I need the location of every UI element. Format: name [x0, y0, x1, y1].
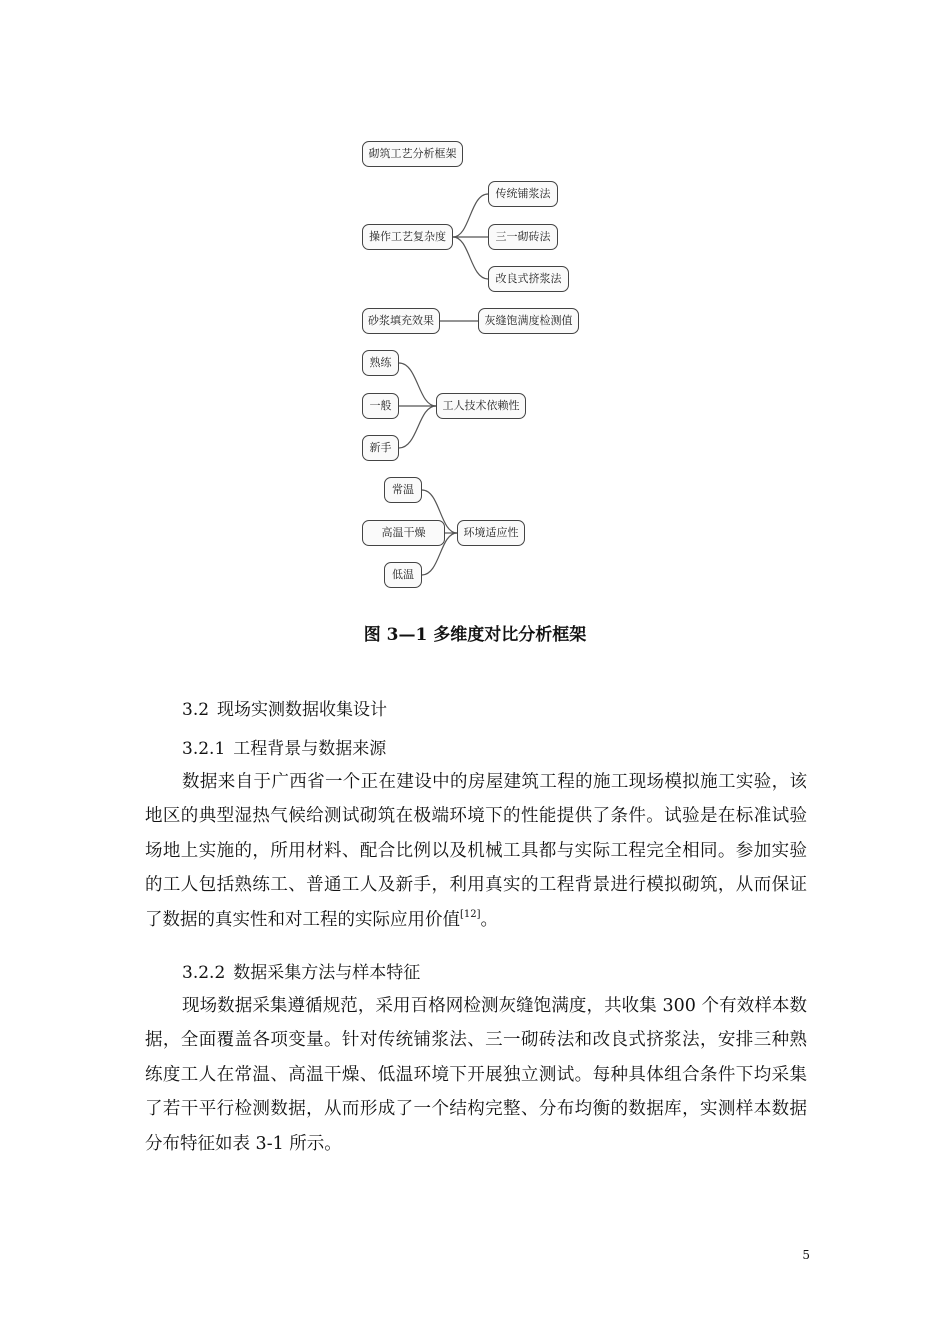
node-environment: 环境适应性 [457, 520, 525, 546]
subsection-1-number: 3.2.1 [182, 739, 226, 759]
subsection-heading-2 [182, 958, 420, 983]
figure-caption: 图 3—1 多维度对比分析框架 [363, 625, 587, 645]
subsection-2-title: 数据采集方法与样本特征 [233, 963, 421, 983]
subsection-heading-1 [182, 734, 386, 759]
node-traditional: 传统铺浆法 [488, 181, 558, 207]
node-normal: 一般 [362, 393, 399, 419]
node-fullness: 灰缝饱满度检测值 [478, 308, 579, 334]
node-complexity: 操作工艺复杂度 [362, 224, 453, 250]
node-low-temp: 低温 [384, 562, 422, 588]
connector-complexity-improved [453, 237, 488, 279]
node-room-temp: 常温 [384, 477, 422, 503]
paragraph-1-text: 数据来自于广西省一个正在建设中的房屋建筑工程的施工现场模拟施工实验，该地区的典型湿热气候给测试砌筑在极端环境下的性能提供了条件。试验是在标准试验场地上实施的，所用材料、配合比例以及机械工具都与实际工程完全相同。参加实验的工人包括熟练工、普通工人及新手，利用真实的工程背景进行模拟砌筑，从而保证了数据的真实性和对工程的实际应用价值 [145, 772, 807, 930]
paragraph-1-end: 。 [480, 909, 499, 930]
paragraph-engineering-background [145, 765, 807, 937]
citation-ref: [12] [460, 908, 481, 920]
node-mortar: 砂浆填充效果 [362, 308, 440, 334]
connector-skilled-dependence [399, 363, 436, 406]
section-title: 现场实测数据收集设计 [217, 700, 388, 720]
page-number: 5 [802, 1248, 810, 1262]
subsection-1-title: 工程背景与数据来源 [233, 739, 387, 759]
node-root: 砌筑工艺分析框架 [362, 141, 463, 167]
node-three-one: 三一砌砖法 [488, 224, 558, 250]
mind-map-figure [0, 0, 950, 600]
node-novice: 新手 [362, 435, 399, 461]
node-skilled: 熟练 [362, 350, 399, 376]
section-number: 3.2 [182, 700, 210, 720]
node-dependence: 工人技术依赖性 [436, 393, 526, 419]
paragraph-data-collection: 现场数据采集遵循规范，采用百格网检测灰缝饱满度，共收集 300 个有效样本数据，全面覆盖各项变量。针对传统铺浆法、三一砌砖法和改良式挤浆法，安排三种熟练度工人在常温、高温干燥、低温环境下开展独立测试。每种具体组合条件下均采集了若干平行检测数据，从而形成了一个结构完整、分布均衡的数据库，实测样本数据分布特征如表 3-1 所示。 [145, 996, 807, 1154]
mind-map-connectors [0, 0, 950, 600]
section-heading [182, 695, 387, 720]
node-high-temp: 高温干燥 [362, 520, 445, 546]
connector-novice-dependence [399, 406, 436, 448]
node-improved: 改良式挤浆法 [488, 266, 569, 292]
subsection-2-number: 3.2.2 [182, 963, 226, 983]
connector-complexity-traditional [453, 194, 488, 237]
